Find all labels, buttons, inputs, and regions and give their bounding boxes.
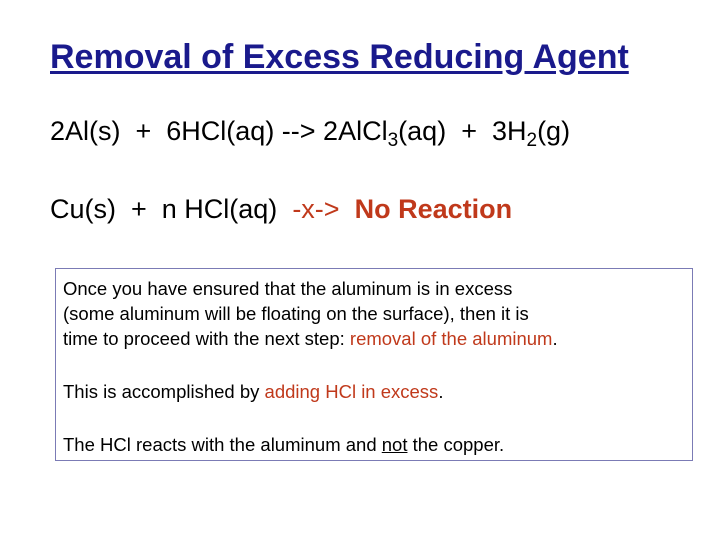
equation2-spacer bbox=[340, 194, 355, 224]
note-line-3-period: . bbox=[552, 328, 558, 349]
not-emphasis: not bbox=[381, 434, 408, 455]
equation-aluminum-hcl bbox=[50, 116, 571, 151]
note-p3-end: the copper. bbox=[407, 434, 505, 455]
hcl-excess-highlight: adding HCl in excess bbox=[264, 381, 439, 402]
note-p2-text: This is accomplished by bbox=[63, 381, 265, 402]
note-line-2: (some aluminum will be floating on the surface), then it is bbox=[63, 303, 529, 324]
note-p2-period: . bbox=[438, 381, 444, 402]
slide-title: Removal of Excess Reducing Agent bbox=[50, 38, 629, 76]
equation2-reactants: Cu(s) + n HCl(aq) bbox=[50, 194, 293, 224]
note-p3-text: The HCl reacts with the aluminum and bbox=[63, 434, 382, 455]
note-paragraph-2 bbox=[63, 379, 692, 404]
note-line-1: Once you have ensured that the aluminum is in excess bbox=[63, 278, 513, 299]
note-paragraph-3 bbox=[63, 432, 692, 457]
note-line-3 bbox=[63, 326, 692, 351]
no-reaction-arrow: -x-> bbox=[292, 194, 340, 224]
note-line-3-text: time to proceed with the next step: bbox=[63, 328, 350, 349]
explanation-box bbox=[55, 268, 693, 461]
equation1-subscript-3: 3 bbox=[387, 130, 399, 151]
equation-copper-hcl bbox=[50, 194, 512, 225]
equation1-right: (g) bbox=[537, 116, 571, 146]
equation1-left: 2Al(s) + 6HCl(aq) --> 2AlCl bbox=[50, 116, 388, 146]
equation1-subscript-2: 2 bbox=[526, 130, 538, 151]
no-reaction-label: No Reaction bbox=[354, 194, 513, 224]
removal-highlight: removal of the aluminum bbox=[349, 328, 553, 349]
equation1-middle: (aq) + 3H bbox=[398, 116, 527, 146]
